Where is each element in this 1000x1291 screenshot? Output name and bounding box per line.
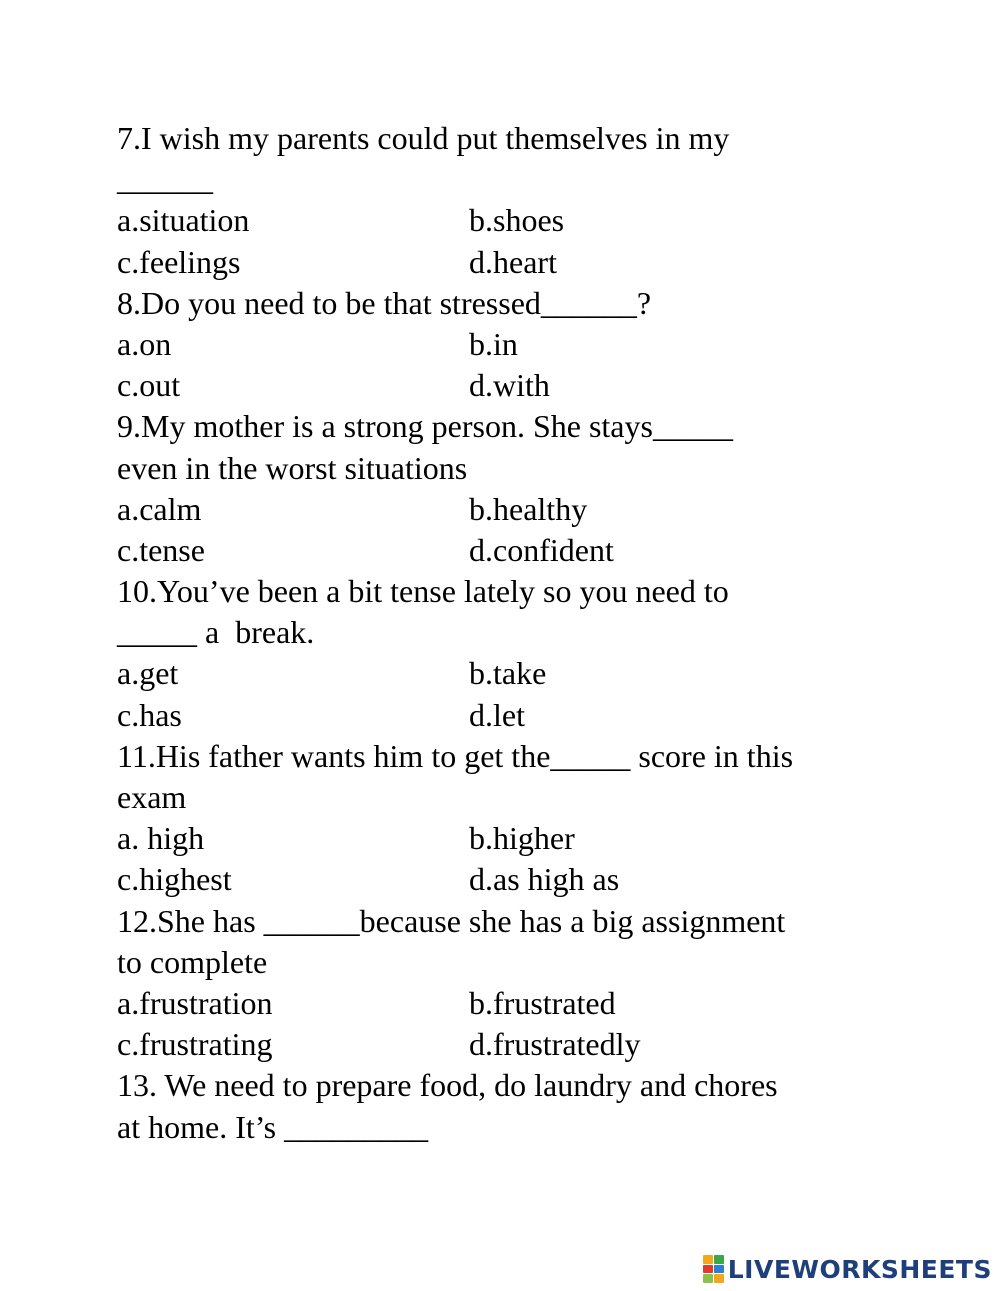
question-stem-line: 7.I wish my parents could put themselves in my [117, 120, 730, 156]
option-row [117, 200, 917, 241]
answer-option[interactable]: c.frustrating [117, 1026, 273, 1063]
question-stem-line: 11.His father wants him to get the_____ score in this [117, 737, 794, 774]
question-stem-line: 13. We need to prepare food, do laundry and chores [117, 1067, 778, 1104]
question-11 [117, 736, 917, 901]
answer-option[interactable]: b.in [469, 325, 518, 362]
logo-square [714, 1265, 724, 1274]
option-row [117, 859, 917, 900]
option-row [117, 1024, 917, 1065]
liveworksheets-logo-icon [703, 1255, 724, 1283]
answer-option[interactable]: a.calm [117, 490, 202, 527]
logo-square [714, 1255, 724, 1264]
answer-option[interactable]: a.get [117, 655, 179, 692]
logo-square [703, 1265, 713, 1274]
option-row [117, 365, 917, 406]
answer-option[interactable]: c.out [117, 367, 181, 404]
option-row [117, 324, 917, 365]
logo-square [703, 1274, 713, 1283]
question-12 [117, 901, 917, 1066]
answer-option[interactable]: c.has [117, 696, 182, 733]
worksheet [117, 118, 917, 1148]
answer-option[interactable]: c.highest [117, 861, 232, 898]
question-stem-line: 8.Do you need to be that stressed______? [117, 284, 652, 321]
answer-option[interactable]: c.feelings [117, 243, 241, 280]
question-10 [117, 571, 917, 736]
question-stem-line: 9.My mother is a strong person. She stays_____ [117, 408, 733, 445]
option-row [117, 530, 917, 571]
question-13 [117, 1065, 917, 1147]
answer-option[interactable]: d.confident [469, 531, 614, 568]
answer-option[interactable]: b.shoes [469, 202, 565, 239]
question-stem-line: to complete [117, 943, 268, 980]
question-7 [117, 118, 917, 283]
answer-option[interactable]: b.frustrated [469, 984, 616, 1021]
brand-text: LIVEWORKSHEETS [727, 1254, 992, 1284]
answer-option[interactable]: a.on [117, 325, 172, 362]
answer-option[interactable]: b.higher [469, 820, 575, 857]
question-stem-line: even in the worst situations [117, 449, 468, 486]
answer-option[interactable]: d.as high as [469, 861, 620, 898]
answer-option[interactable]: a.frustration [117, 984, 273, 1021]
question-stem-line: 12.She has ______because she has a big assignment [117, 902, 786, 939]
answer-option[interactable]: a.situation [117, 202, 250, 239]
answer-option[interactable]: b.take [469, 655, 547, 692]
logo-square [703, 1255, 713, 1264]
question-stem-line: _____ a break. [117, 614, 315, 651]
option-row [117, 695, 917, 736]
logo-square [714, 1274, 724, 1283]
question-stem-line: exam [117, 779, 187, 815]
answer-option[interactable]: a. high [117, 820, 205, 857]
option-row [117, 983, 917, 1024]
question-8 [117, 283, 917, 407]
question-stem-line: 10.You’ve been a bit tense lately so you need to [117, 573, 729, 610]
option-row [117, 653, 917, 694]
answer-option[interactable]: b.healthy [469, 490, 588, 527]
answer-option[interactable]: c.tense [117, 531, 205, 568]
option-row [117, 489, 917, 530]
liveworksheets-brand [703, 1252, 992, 1286]
option-row [117, 242, 917, 283]
answer-option[interactable]: d.let [469, 696, 525, 733]
answer-option[interactable]: d.frustratedly [469, 1026, 641, 1063]
option-row [117, 818, 917, 859]
question-stem-line: at home. It’s _________ [117, 1108, 429, 1145]
question-9 [117, 406, 917, 571]
answer-option[interactable]: d.heart [469, 243, 557, 280]
question-stem-line: ______ [117, 161, 213, 198]
answer-option[interactable]: d.with [469, 367, 550, 404]
